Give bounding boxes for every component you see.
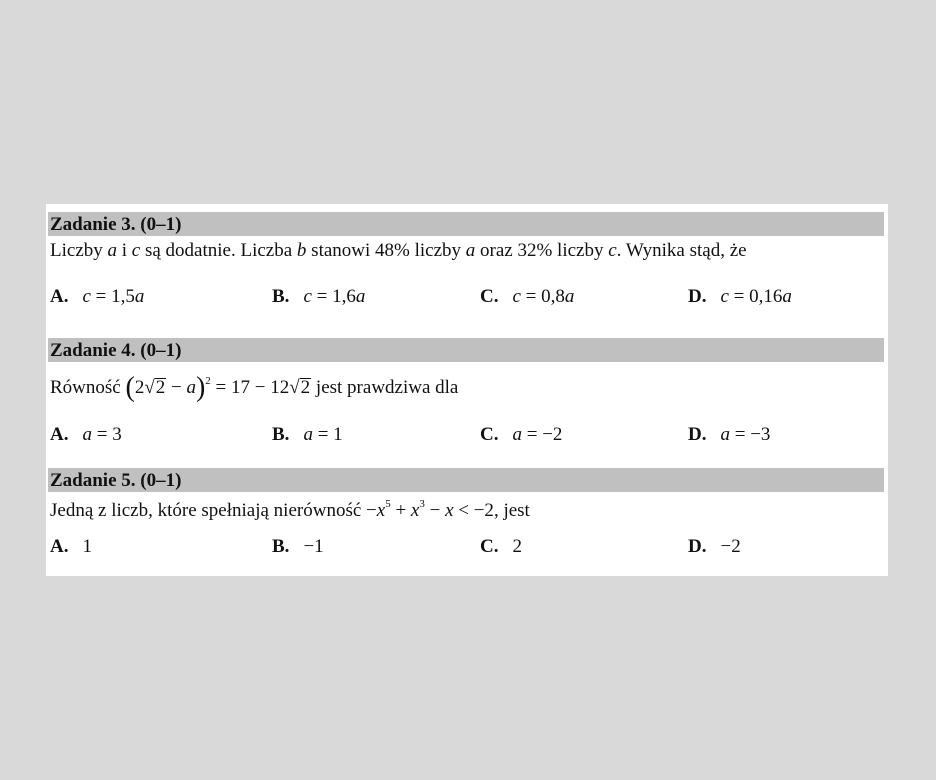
variable: c xyxy=(608,240,617,261)
answer-letter: D. xyxy=(688,424,707,445)
right-hand-side: = 17 − 12 xyxy=(210,377,290,398)
answer-c[interactable] xyxy=(480,536,522,558)
minus-sign: − xyxy=(166,377,187,398)
answer-letter: D. xyxy=(688,286,707,307)
variable: a xyxy=(782,286,792,307)
task-question xyxy=(50,498,530,522)
answer-letter: C. xyxy=(480,286,499,307)
answer-value: −2 xyxy=(542,424,563,445)
question-text: oraz 32% liczby xyxy=(475,240,609,261)
variable: a xyxy=(512,424,522,445)
answer-value: 2 xyxy=(512,536,522,557)
minus-sign: − xyxy=(366,500,377,521)
equals-sign: = xyxy=(728,286,750,307)
variable: x xyxy=(410,500,420,521)
answer-d[interactable] xyxy=(688,286,792,308)
exponent: 5 xyxy=(385,498,391,510)
answer-letter: C. xyxy=(480,536,499,557)
square-root: √2 xyxy=(144,377,166,398)
exponent: 2 xyxy=(205,375,211,387)
answer-a[interactable] xyxy=(50,424,122,446)
variable: a xyxy=(465,240,476,261)
answer-letter: B. xyxy=(272,286,290,307)
close-paren: ) xyxy=(195,372,206,403)
answer-letter: A. xyxy=(50,286,69,307)
answer-letter: C. xyxy=(480,424,499,445)
variable: b xyxy=(296,240,307,261)
variable: a xyxy=(564,286,575,307)
coefficient: 1,5 xyxy=(111,286,135,307)
answer-d[interactable] xyxy=(688,424,770,446)
answer-b[interactable] xyxy=(272,536,324,558)
equals-sign: = xyxy=(520,286,542,307)
variable: c xyxy=(131,240,141,261)
question-text: stanowi 48% liczby xyxy=(306,240,466,261)
inequality-rhs: < −2 xyxy=(453,500,494,521)
answer-a[interactable] xyxy=(50,286,144,308)
answer-value: 3 xyxy=(112,424,122,445)
equals-sign: = xyxy=(312,424,334,445)
variable: a xyxy=(134,286,145,307)
variable: a xyxy=(107,240,118,261)
coefficient: 1,6 xyxy=(332,286,356,307)
variable: a xyxy=(186,377,196,398)
variable: a xyxy=(82,424,92,445)
answer-c[interactable] xyxy=(480,286,574,308)
answer-options xyxy=(50,536,880,560)
task-header: Zadanie 4. (0–1) xyxy=(48,338,884,362)
task-question xyxy=(50,372,458,404)
question-text: i xyxy=(117,240,132,261)
question-text: są dodatnie. Liczba xyxy=(140,240,297,261)
answer-letter: B. xyxy=(272,424,290,445)
answer-c[interactable] xyxy=(480,424,562,446)
answer-value: 1 xyxy=(333,424,343,445)
answer-letter: D. xyxy=(688,536,707,557)
coefficient: 0,16 xyxy=(749,286,783,307)
variable: a xyxy=(303,424,313,445)
coefficient: 0,8 xyxy=(541,286,565,307)
answer-options xyxy=(50,424,880,448)
equals-sign: = xyxy=(91,424,113,445)
question-text: Liczby xyxy=(50,240,108,261)
answer-d[interactable] xyxy=(688,536,741,558)
variable: c xyxy=(512,286,521,307)
answer-value: 1 xyxy=(82,536,92,557)
question-text: jest prawdziwa dla xyxy=(311,377,459,398)
equals-sign: = xyxy=(729,424,751,445)
radicand: 2 xyxy=(300,377,311,398)
answer-value: −3 xyxy=(750,424,771,445)
answer-b[interactable] xyxy=(272,424,343,446)
answer-letter: A. xyxy=(50,424,69,445)
coefficient: 2 xyxy=(134,377,145,398)
square-root: √2 xyxy=(289,377,311,398)
answer-value: −1 xyxy=(303,536,324,557)
answer-a[interactable] xyxy=(50,536,92,558)
answer-value: −2 xyxy=(720,536,741,557)
task-header: Zadanie 3. (0–1) xyxy=(48,212,884,236)
equals-sign: = xyxy=(521,424,543,445)
question-text: , jest xyxy=(493,500,530,521)
question-text: Równość xyxy=(50,377,126,398)
variable: c xyxy=(720,286,729,307)
exponent: 3 xyxy=(419,498,425,510)
variable: c xyxy=(82,286,91,307)
exam-sheet xyxy=(46,204,888,576)
question-text: . Wynika stąd, że xyxy=(616,240,747,261)
variable: x xyxy=(445,500,454,521)
task-question xyxy=(50,240,747,262)
inequality xyxy=(366,500,494,521)
variable: a xyxy=(720,424,730,445)
equation xyxy=(125,372,311,403)
open-paren: ( xyxy=(125,372,135,403)
variable: a xyxy=(355,286,366,307)
variable: x xyxy=(376,500,386,521)
variable: c xyxy=(303,286,312,307)
task-header: Zadanie 5. (0–1) xyxy=(48,468,884,492)
answer-options xyxy=(50,286,880,310)
radicand: 2 xyxy=(155,377,166,398)
plus-sign: + xyxy=(390,500,411,521)
answer-letter: A. xyxy=(50,536,69,557)
question-text: Jedną z liczb, które spełniają nierówność xyxy=(50,500,367,521)
equals-sign: = xyxy=(90,286,112,307)
answer-letter: B. xyxy=(272,536,290,557)
answer-b[interactable] xyxy=(272,286,365,308)
minus-sign: − xyxy=(424,500,446,521)
equals-sign: = xyxy=(311,286,333,307)
